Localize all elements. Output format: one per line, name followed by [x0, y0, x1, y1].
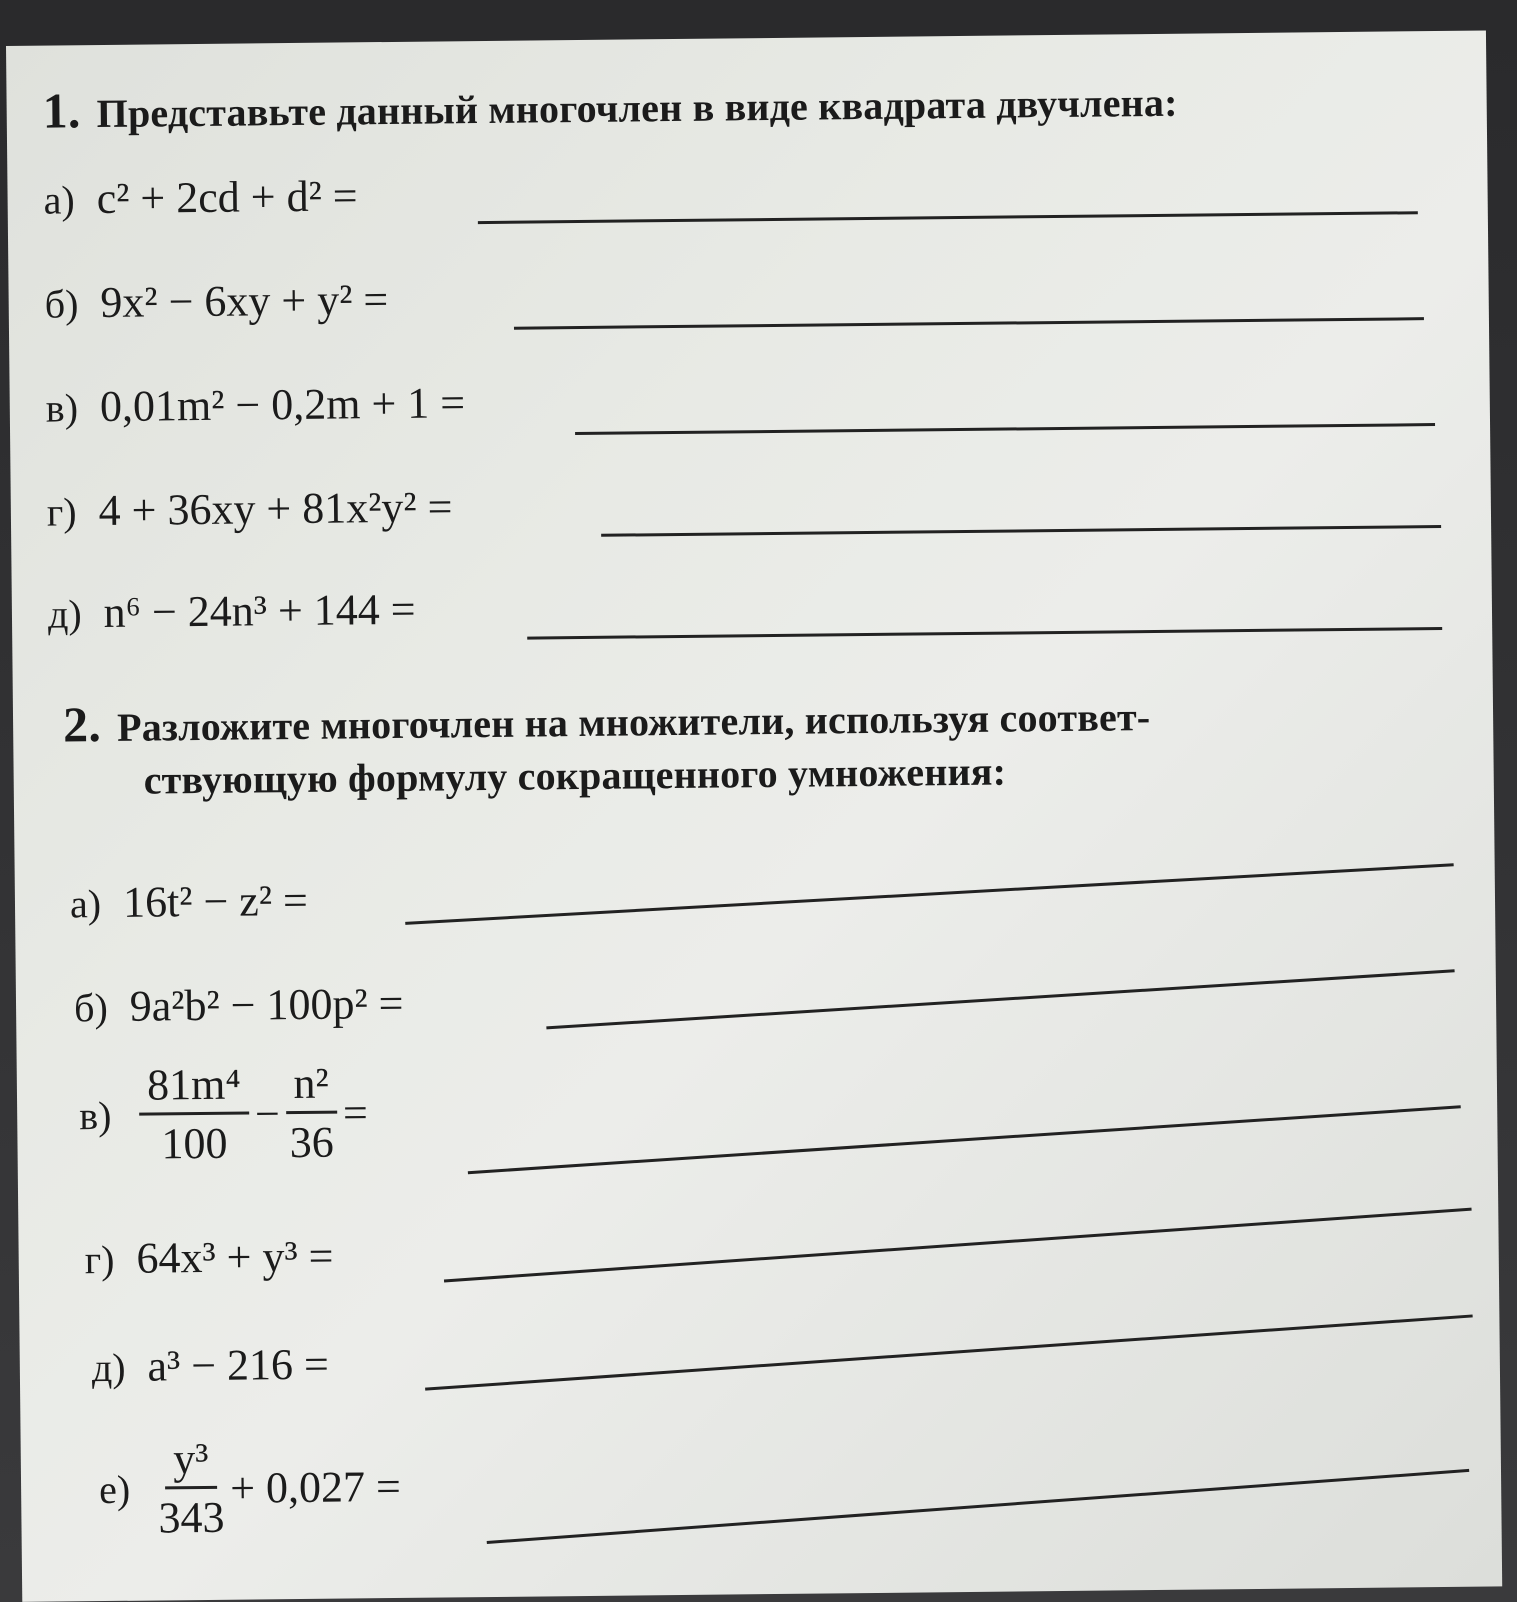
answer-line[interactable] [478, 211, 1418, 224]
task2-item-d [84, 1231, 333, 1285]
item-label: б) [73, 984, 108, 1031]
task1-item-b [44, 274, 388, 329]
task2-item-b [74, 978, 404, 1032]
answer-line[interactable] [527, 627, 1442, 640]
answer-line[interactable] [425, 1314, 1473, 1390]
task1-title: Представьте данный многочлен в виде квадрата двучлена: [96, 79, 1178, 137]
answer-line[interactable] [546, 969, 1454, 1029]
item-label: в) [45, 385, 79, 431]
answer-line[interactable] [444, 1208, 1472, 1283]
answer-line[interactable] [575, 423, 1435, 435]
fraction-numerator: 81m⁴ [139, 1062, 249, 1116]
task2-item-c [79, 1060, 369, 1168]
answer-line[interactable] [514, 317, 1424, 330]
fraction-denominator: 100 [161, 1118, 228, 1169]
task2-heading [63, 684, 1151, 753]
expression: c² + 2cd + d² = [96, 171, 358, 224]
expression: 4 + 36xy + 81x²y² = [98, 482, 453, 536]
answer-line[interactable] [601, 525, 1441, 537]
item-label: а) [69, 881, 102, 927]
fraction [158, 1433, 225, 1543]
task2-item-f [99, 1434, 402, 1543]
expression: a³ − 216 = [147, 1339, 330, 1391]
answer-line[interactable] [487, 1469, 1470, 1544]
answer-line[interactable] [468, 1105, 1461, 1174]
task1-number: 1. [42, 82, 81, 139]
fraction-denominator: 36 [289, 1117, 334, 1168]
fraction-numerator: y³ [165, 1436, 217, 1490]
fraction-numerator: n² [285, 1061, 337, 1115]
expression: 9a²b² − 100p² = [129, 978, 404, 1031]
task1-heading [42, 70, 1177, 140]
task2-item-e [92, 1339, 330, 1392]
item-label: в) [78, 1093, 112, 1139]
fraction [285, 1058, 337, 1168]
fraction [139, 1059, 250, 1169]
task1-item-a [43, 170, 357, 224]
item-label: е) [98, 1466, 131, 1513]
item-label: г) [84, 1236, 115, 1283]
expression: n⁶ − 24n³ + 144 = [103, 584, 416, 638]
task2-item-a [70, 875, 308, 928]
task1-item-c [46, 377, 466, 432]
minus-operator: − [254, 1089, 281, 1139]
item-label: б) [44, 281, 79, 327]
fraction-denominator: 343 [158, 1492, 225, 1543]
task1-item-d [47, 481, 453, 536]
item-label: г) [46, 489, 77, 535]
item-label: д) [47, 591, 82, 637]
task2-title-line2: ствующую формулу сокращенного умножения: [143, 748, 1007, 803]
task2-title-line1: Разложите многочлен на множители, используя соответ- [116, 694, 1151, 750]
expression: 16t² − z² = [122, 875, 309, 927]
expression: 0,01m² − 0,2m + 1 = [99, 378, 466, 432]
item-label: д) [91, 1344, 126, 1391]
task2-number: 2. [62, 696, 102, 753]
answer-line[interactable] [405, 863, 1454, 925]
task1-item-e [48, 584, 416, 639]
equals-sign: = [342, 1088, 369, 1138]
expression: 9x² − 6xy + y² = [100, 275, 389, 328]
expression: 64x³ + y³ = [136, 1231, 334, 1283]
expression-tail: + 0,027 = [229, 1462, 402, 1513]
worksheet-page [6, 31, 1502, 1602]
item-label: а) [43, 177, 75, 223]
